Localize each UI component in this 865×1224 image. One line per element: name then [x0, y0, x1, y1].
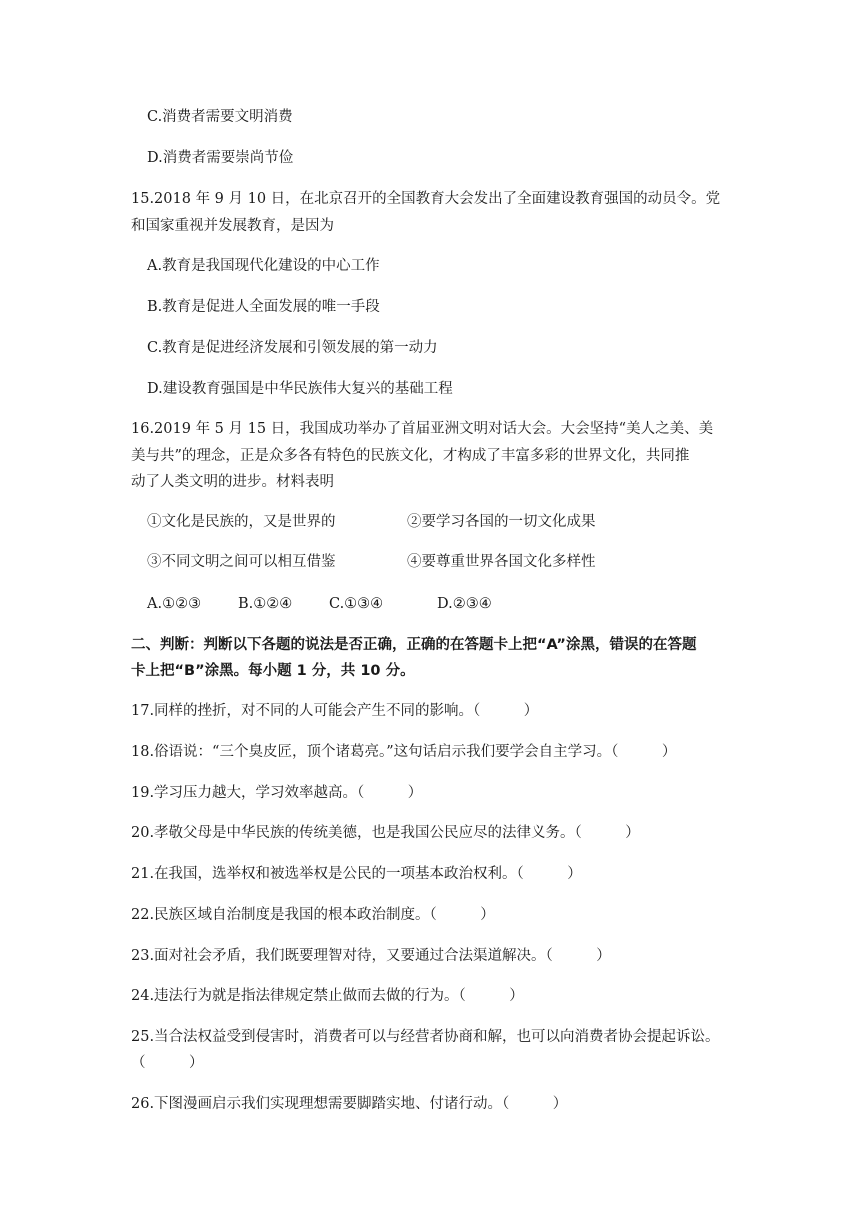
q15-option-d: D.建设教育强国是中华民族伟大复兴的基础工程 — [147, 381, 453, 397]
q16-stem-line1: 16.2019 年 5 月 15 日，我国成功举办了首届亚洲文明对话大会。大会坚持“美人之美、美 — [131, 421, 714, 437]
q15-stem-line1: 15.2018 年 9 月 10 日，在北京召开的全国教育大会发出了全面建设教育强国的动员令。党 — [131, 191, 721, 207]
q16-stem-line2: 美与共”的理念，正是众多各有特色的民族文化，才构成了丰富多彩的世界文化，共同推 — [131, 448, 690, 464]
q16-stem-line3: 动了人类文明的进步。材料表明 — [131, 474, 334, 490]
q15-stem-line2: 和国家重视并发展教育，是因为 — [131, 218, 334, 234]
q16-option-d: D.②③④ — [437, 596, 492, 612]
q14-option-d: D.消费者需要崇尚节俭 — [147, 150, 294, 166]
judgment-q25-line1: 25.当合法权益受到侵害时，消费者可以与经营者协商和解，也可以向消费者协会提起诉讼。 — [131, 1029, 720, 1045]
judgment-q24: 24.违法行为就是指法律规定禁止做而去做的行为。（ ） — [131, 988, 524, 1004]
q16-option-a: A.①②③ — [147, 596, 202, 612]
q16-option-b: B.①②④ — [238, 596, 293, 612]
judgment-q17: 17.同样的挫折，对不同的人可能会产生不同的影响。（ ） — [131, 703, 539, 719]
judgment-q21: 21.在我国，选举权和被选举权是公民的一项基本政治权利。（ ） — [131, 866, 582, 882]
q16-option-c: C.①③④ — [329, 596, 384, 612]
judgment-q22: 22.民族区域自治制度是我国的根本政治制度。（ ） — [131, 907, 495, 923]
q16-item-1: ①文化是民族的，又是世界的 — [147, 514, 336, 530]
judgment-q19: 19.学习压力越大，学习效率越高。（ ） — [131, 785, 423, 801]
q16-item-2: ②要学习各国的一切文化成果 — [407, 514, 596, 530]
judgment-q18: 18.俗语说：“三个臭皮匠，顶个诸葛亮。”这句话启示我们要学会自主学习。（ ） — [131, 744, 677, 760]
q15-option-c: C.教育是促进经济发展和引领发展的第一动力 — [147, 340, 438, 356]
q16-item-3: ③不同文明之间可以相互借鉴 — [147, 554, 336, 570]
q16-item-4: ④要尊重世界各国文化多样性 — [407, 554, 596, 570]
section2-heading-line2: 卡上把“B”涂黑。每小题 1 分，共 10 分。 — [131, 663, 415, 679]
q14-option-c: C.消费者需要文明消费 — [147, 109, 293, 125]
q15-option-b: B.教育是促进人全面发展的唯一手段 — [147, 299, 380, 315]
judgment-q23: 23.面对社会矛盾，我们既要理智对待，又要通过合法渠道解决。（ ） — [131, 948, 611, 964]
q15-option-a: A.教育是我国现代化建设的中心工作 — [147, 258, 380, 274]
section2-heading-line1: 二、判断：判断以下各题的说法是否正确，正确的在答题卡上把“A”涂黑，错误的在答题 — [131, 637, 697, 653]
judgment-q26: 26.下图漫画启示我们实现理想需要脚踏实地、付诸行动。（ ） — [131, 1096, 568, 1112]
judgment-q25-line2: （ ） — [131, 1055, 204, 1071]
judgment-q20: 20.孝敬父母是中华民族的传统美德，也是我国公民应尽的法律义务。（ ） — [131, 825, 640, 841]
